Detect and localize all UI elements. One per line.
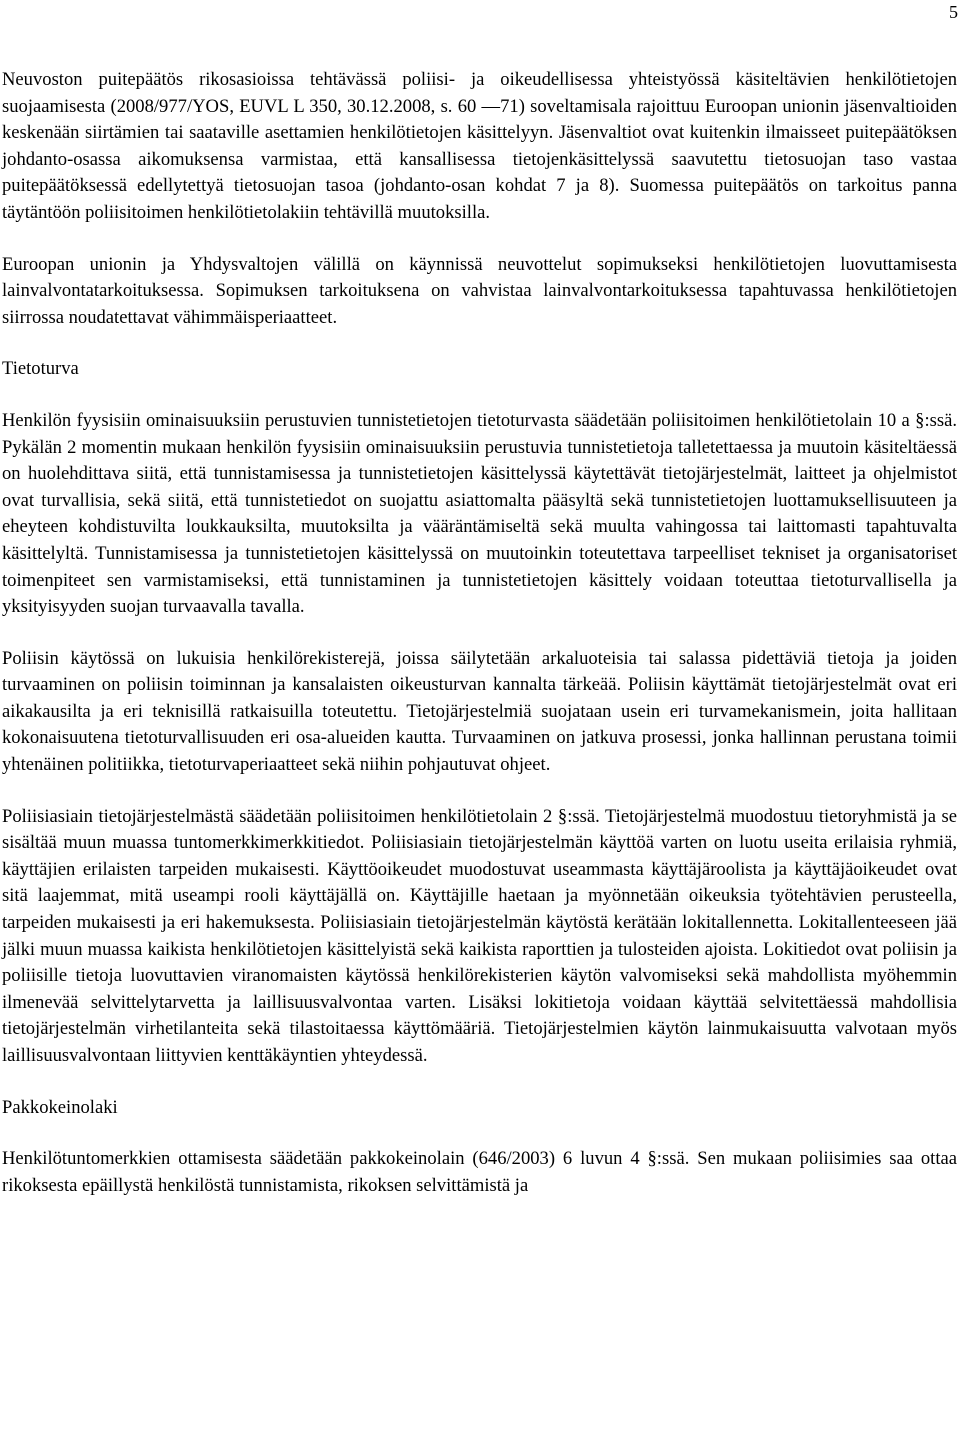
paragraph-police-registers: Poliisin käytössä on lukuisia henkilörekisterejä, joissa säilytetään arkaluoteisia tai salassa pidettäviä tietoja ja joiden turvaaminen on poliisin toiminnan ja kansalaisten oikeusturvan kannalta tärkeää. Poliisin käyttämät tietojärjestelmät ovat eri aikakausilta ja eri teknisillä ratkaisuilla toteutettu. Tietojärjestelmiä suojataan usein eri turvamekanismein, joita hallitaan kokonaisuutena tietoturvallisuuden eri osa-alueiden kautta. Turvaaminen on jatkuva prosessi, jonka hallinnan perustana toimii yhtenäinen politiikka, tietoturvaperiaatteet sekä niihin pohjautuvat ohjeet. bbox=[2, 647, 957, 776]
section-heading-tietoturva: Tietoturva bbox=[2, 358, 79, 380]
paragraph-police-information-system: Poliisiasiain tietojärjestelmästä säädetään poliisitoimen henkilötietolain 2 §:ssä. Tietojärjestelmä muodostuu tietoryhmistä ja se sisältää muun muassa tuntomerkkimerkkitiedot. Poliisiasiain tietojärjestelmän käyttöä varten on luotu useita erilaisia ryhmiä, käyttäjien erilaisten tarpeiden mukaisesti. Käyttöoikeudet muodostuvat useammasta käyttäjäroolista ja käyttäjäoikeudet ovat sitä laajemmat, mitä useampi rooli käyttäjällä on. Käyttäjille haetaan ja myönnetään oikeuksia työtehtävien perusteella, tarpeiden mukaisesti ja eri hakemuksesta. Poliisiasiain tietojärjestelmän käytöstä kerätään lokitallennetta. Lokitallenteeseen jää jälki muun muassa kaikista henkilötietojen käsittelyistä sekä kaikista raporttien ja tulosteiden ajoista. Lokitiedot ovat poliisin ja poliisille tietoja luovuttavien viranomaisten käytössä henkilörekisterien käytön valvomiseksi sekä mahdollista myöhemmin ilmenevää selvittelytarvetta ja laillisuusvalvontaa varten. Lisäksi lokitietoja voidaan käyttää selvitettäessä mahdollisia tietojärjestelmän virhetilanteita sekä tilastoitaessa käyttömääriä. Tietojärjestelmien käytön lainmukaisuutta valvotaan myös laillisuusvalvontaan liittyvien kenttäkäyntien yhteydessä. bbox=[2, 805, 957, 1066]
paragraph-eu-us-negotiations: Euroopan unionin ja Yhdysvaltojen välillä on käynnissä neuvottelut sopimukseksi henkilötietojen luovuttamisesta lainvalvontatarkoituksessa. Sopimuksen tarkoituksena on vahvistaa lainvalvontarkoituksessa tapahtuvassa henkilötietojen siirrossa noudatettavat vähimmäisperiaatteet. bbox=[2, 253, 957, 328]
paragraph-biometric-security: Henkilön fyysisiin ominaisuuksiin perustuvien tunnistetietojen tietoturvasta säädetään poliisitoimen henkilötietolain 10 a §:ssä. Pykälän 2 momentin mukaan henkilön fyysisiin ominaisuuksiin perustuvia tunnistetietoja talletettaessa ja muutoin käsiteltäessä on huolehdittava siitä, että tunnistamisessa ja tunnistetietojen käsittelyssä käytettävät tietojärjestelmät, laitteet ja ohjelmistot ovat turvallisia, sekä siitä, että tunnistetiedot on suojattu asiattomalta pääsyltä sekä tunnistetietojen luottamuksellisuuteen ja eheyteen kohdistuvilta loukkauksilta, muutoksilta ja vääräntämiseltä sekä muulta vahingossa tai laittomasti tapahtuvalta käsittelyltä. Tunnistamisessa ja tunnistetietojen käsittelyssä on muutoinkin toteutettava tarpeelliset tekniset ja organisatoriset toimenpiteet sen varmistamiseksi, että tunnistaminen ja tunnistetietojen käsittely voidaan toteuttaa tietoturvallisella ja yksityisyyden suojan turvaavalla tavalla. bbox=[2, 409, 957, 618]
section-heading-pakkokeinolaki: Pakkokeinolaki bbox=[2, 1096, 118, 1118]
page-body bbox=[2, 67, 957, 1199]
paragraph-coercive-measures: Henkilötuntomerkkien ottamisesta säädetään pakkokeinolain (646/2003) 6 luvun 4 §:ssä. Sen mukaan poliisimies saa ottaa rikoksesta epäillystä henkilöstä tunnistamista, rikoksen selvittämistä ja bbox=[2, 1148, 957, 1196]
paragraph-framework-decision: Neuvoston puitepäätös rikosasioissa tehtävässä poliisi- ja oikeudellisessa yhteistyössä käsiteltävien henkilötietojen suojaamisesta (2008/977/YOS, EUVL L 350, 30.12.2008, s. 60 —71) soveltamisala rajoittuu Euroopan unionin jäsenvaltioiden keskenään siirtämien tai saataville asettamien henkilötietojen käsittelyyn. Jäsenvaltiot ovat kuitenkin ilmaisseet puitepäätöksen johdanto-osassa aikomuksensa varmistaa, että kansallisessa tietojenkäsittelyssä saavutettu tietosuojan taso vastaa puitepäätöksessä edellytettyä tietosuojan tasoa (johdanto-osan kohdat 7 ja 8). Suomessa puitepäätös on tarkoitus panna täytäntöön poliisitoimen henkilötietolakiin tehtävillä muutoksilla. bbox=[2, 69, 957, 223]
page-number: 5 bbox=[949, 2, 958, 22]
